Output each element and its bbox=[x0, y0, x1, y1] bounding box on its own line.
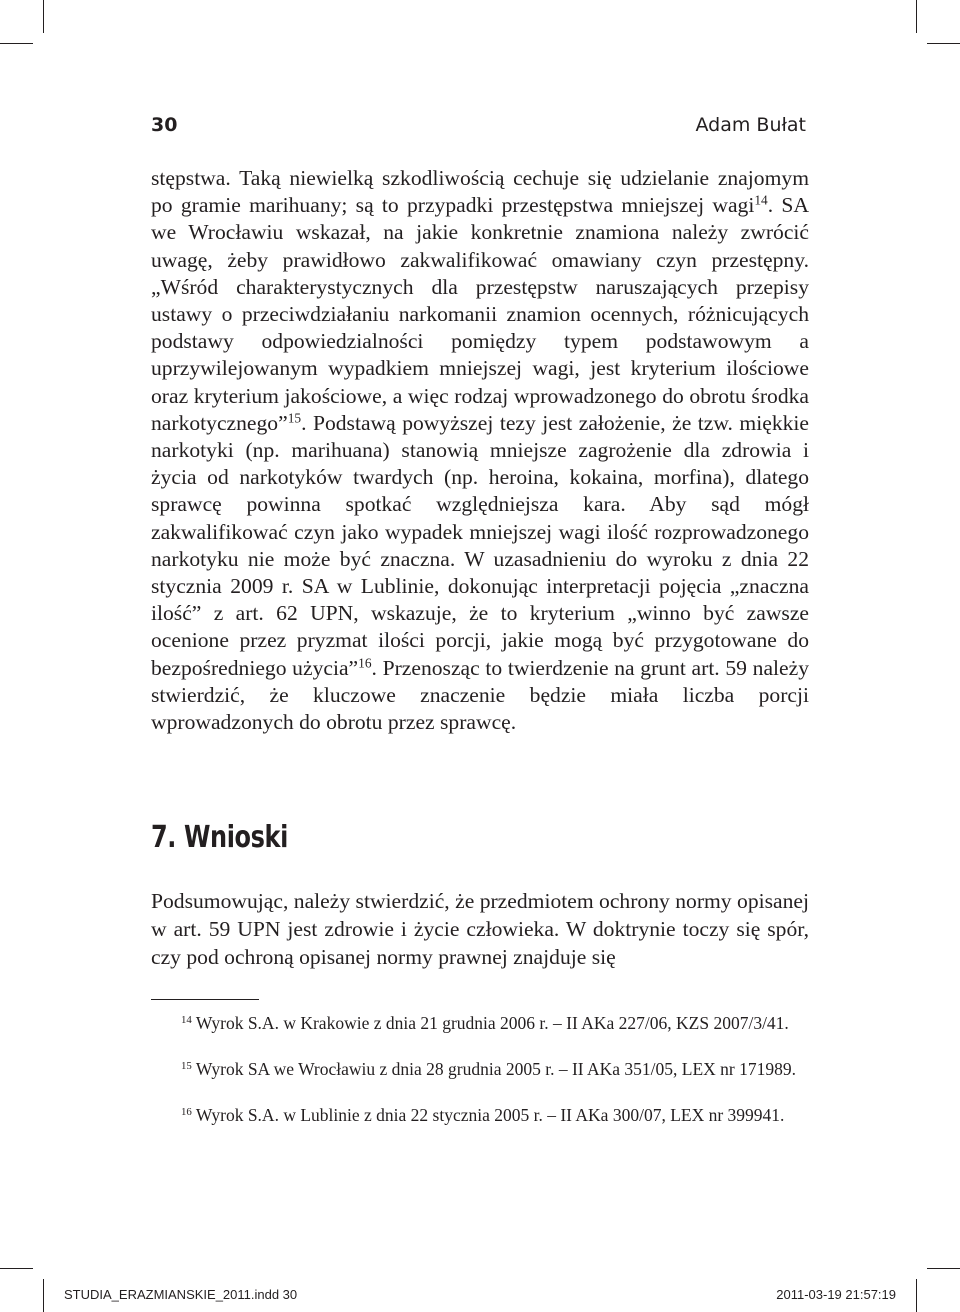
footnote-number: 15 bbox=[181, 1060, 192, 1073]
footnote-number: 16 bbox=[181, 1106, 192, 1119]
crop-mark bbox=[0, 1268, 33, 1269]
crop-mark bbox=[43, 0, 44, 33]
body-text-part: stępstwa. Taką niewielką szkodliwością cechuje się udzielanie znajomym po gramie marihuany; są to przypadki przestępstwa mniejszej wagi bbox=[151, 166, 809, 218]
body-paragraph bbox=[151, 165, 809, 736]
crop-mark bbox=[916, 1279, 917, 1312]
footnote-text: Wyrok SA we Wrocławiu z dnia 28 grudnia 2005 r. – II AKa 351/05, LEX nr 171989. bbox=[191, 1059, 797, 1079]
body-text-part: . Przenosząc to twierdzenie na grunt art. 59 należy stwierdzić, że kluczowe znaczenie będzie miała liczba porcji wprowadzonych do obrotu przez sprawcę. bbox=[151, 655, 809, 735]
conclusion-paragraph: Podsumowując, należy stwierdzić, że przedmiotem ochrony normy opisanej w art. 59 UPN jest zdrowie i życie człowieka. W doktrynie toczy się spór, czy pod ochroną opisanej normy prawnej znajduje się bbox=[151, 889, 809, 969]
crop-mark bbox=[916, 0, 917, 33]
footnote-14 bbox=[151, 1012, 809, 1035]
print-slug-timestamp: 2011-03-19 21:57:19 bbox=[776, 1287, 896, 1302]
crop-mark bbox=[927, 43, 960, 44]
body-text-part: . SA we Wrocławiu wskazał, na jakie konkretnie znamiona należy zwrócić uwagę, żeby prawidłowo zakwalifikować omawiany czyn przestępny. „Wśród charakterystycznych dla przestępstw naruszających przepisy ustawy o przeciwdziałaniu narkomanii znamion ocennych, różnicujących podstawy odpowiedzialności pomiędzy typem podstawowym a uprzywilejowanym wypadkiem mniejszej wagi, jest kryterium ilościowe oraz kryterium jakościowe, a więc rodzaj wprowadzonego do obrotu środka narkotycznego” bbox=[151, 193, 809, 435]
crop-mark bbox=[43, 1279, 44, 1312]
page-number: 30 bbox=[151, 114, 178, 136]
footnote-number: 14 bbox=[181, 1014, 192, 1027]
crop-mark bbox=[927, 1268, 960, 1269]
section-heading: 7. Wnioski bbox=[151, 820, 288, 855]
footnote-text: Wyrok S.A. w Krakowie z dnia 21 grudnia 2006 r. – II AKa 227/06, KZS 2007/3/41. bbox=[191, 1013, 789, 1033]
print-slug-file: STUDIA_ERAZMIANSKIE_2011.indd 30 bbox=[64, 1287, 298, 1302]
footnote-ref: 15 bbox=[287, 410, 302, 426]
footnote-16 bbox=[151, 1104, 809, 1127]
body-text-part: . Podstawą powyższej tezy jest założenie, że tzw. miękkie narkotyki (np. marihuana) stanowią mniejsze zagrożenie dla zdrowia i życia od narkotyków twardych (np. heroina, kokaina, morfina), dlatego sprawcę powinna spotkać względniejsza kara. Aby sąd mógł zakwalifikować czyn jako wypadek mniejszej wagi ilość rozprowadzonego narkotyku nie może być znaczna. W uzasadnieniu do wyroku z dnia 22 stycznia 2009 r. SA w Lublinie, dokonując interpretacji pojęcia „znaczna ilość” z art. 62 UPN, wskazuje, że to kryterium „winno być zawsze ocenione przez pryzmat ilości porcji, jakie mogą być przygotowane do bezpośredniego użycia” bbox=[151, 410, 809, 680]
footnote-15 bbox=[151, 1058, 809, 1081]
crop-mark bbox=[0, 43, 33, 44]
footnote-separator bbox=[151, 999, 259, 1000]
footnote-text: Wyrok S.A. w Lublinie z dnia 22 stycznia 2005 r. – II AKa 300/07, LEX nr 399941. bbox=[191, 1105, 785, 1125]
footnote-ref: 16 bbox=[358, 655, 372, 671]
footnote-ref: 14 bbox=[754, 192, 768, 208]
running-head-author: Adam Bułat bbox=[695, 114, 806, 136]
